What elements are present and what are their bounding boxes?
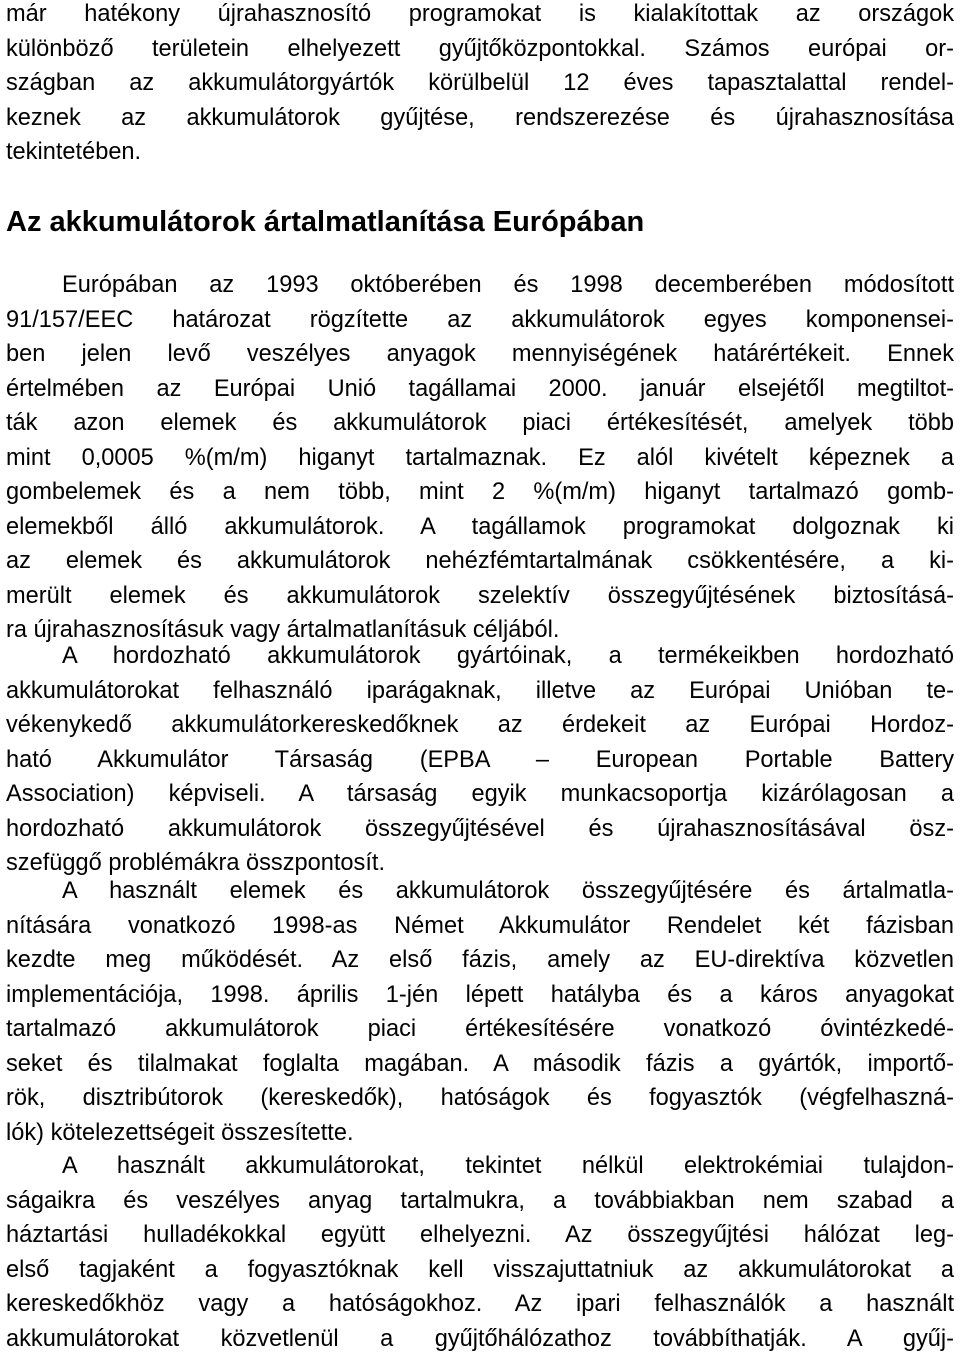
text-line: ták azon elemek és akkumulátorok piaci értékesítését, amelyek több (6, 406, 954, 441)
text-line: kereskedőkhöz vagy a hatóságokhoz. Az ipari felhasználók a használt (6, 1287, 954, 1322)
text-line: mint 0,0005 %(m/m) higanyt tartalmaznak. Ez alól kivételt képeznek a (6, 441, 954, 476)
text-line: háztartási hulladékokkal együtt elhelyezni. Az összegyűjtési hálózat leg- (6, 1218, 954, 1253)
text-line: 91/157/EEC határozat rögzítette az akkumulátorok egyes komponensei- (6, 303, 954, 338)
text-line: lók) kötelezettségeit összesítette. (6, 1116, 954, 1151)
text-line: már hatékony újrahasznosító programokat is kialakítottak az országok (6, 0, 954, 32)
paragraph-1 (6, 268, 954, 648)
paragraph-2 (6, 639, 954, 881)
text-line: ra újrahasznosításuk vagy ártalmatlanításuk céljából. (6, 613, 954, 648)
text-line: nítására vonatkozó 1998-as Német Akkumulátor Rendelet két fázisban (6, 909, 954, 944)
text-line: A használt elemek és akkumulátorok összegyűjtésére és ártalmatla- (6, 874, 954, 909)
text-line: A hordozható akkumulátorok gyártóinak, a termékeikben hordozható (6, 639, 954, 674)
text-line: szefüggő problémákra összpontosít. (6, 846, 954, 881)
paragraph-3 (6, 874, 954, 1150)
text-line: merült elemek és akkumulátorok szelektív összegyűjtésének biztosításá- (6, 579, 954, 614)
intro-paragraph (6, 0, 954, 170)
text-line: rök, disztribútorok (kereskedők), hatóságok és fogyasztók (végfelhaszná- (6, 1081, 954, 1116)
text-line: keznek az akkumulátorok gyűjtése, rendszerezése és újrahasznosítása (6, 101, 954, 136)
paragraph-4 (6, 1149, 954, 1356)
text-line: az elemek és akkumulátorok nehézfémtartalmának csökkentésére, a ki- (6, 544, 954, 579)
text-line: seket és tilalmakat foglalta magában. A második fázis a gyártók, importő- (6, 1047, 954, 1082)
text-line: első tagjaként a fogyasztóknak kell visszajuttatniuk az akkumulátorokat a (6, 1253, 954, 1288)
text-line: hordozható akkumulátorok összegyűjtésével és újrahasznosításával ösz- (6, 812, 954, 847)
text-line: szágban az akkumulátorgyártók körülbelül 12 éves tapasztalattal rendel- (6, 66, 954, 101)
text-line: kezdte meg működését. Az első fázis, amely az EU-direktíva közvetlen (6, 943, 954, 978)
text-line: implementációja, 1998. április 1-jén lépett hatályba és a káros anyagokat (6, 978, 954, 1013)
text-line: ságaikra és veszélyes anyag tartalmukra, a továbbiakban nem szabad a (6, 1184, 954, 1219)
text-line: tartalmazó akkumulátorok piaci értékesítésére vonatkozó óvintézkedé- (6, 1012, 954, 1047)
text-line: ható Akkumulátor Társaság (EPBA – European Portable Battery (6, 743, 954, 778)
text-line: Association) képviseli. A társaság egyik munkacsoportja kizárólagosan a (6, 777, 954, 812)
text-line: elemekből álló akkumulátorok. A tagállamok programokat dolgoznak ki (6, 510, 954, 545)
text-line: A használt akkumulátorokat, tekintet nélkül elektrokémiai tulajdon- (6, 1149, 954, 1184)
text-line: akkumulátorokat közvetlenül a gyűjtőhálózathoz továbbíthatják. A gyűj- (6, 1322, 954, 1356)
text-line: értelmében az Európai Unió tagállamai 2000. január elsejétől megtiltot- (6, 372, 954, 407)
text-line: Európában az 1993 októberében és 1998 decemberében módosított (6, 268, 954, 303)
text-line: vékenykedő akkumulátorkereskedőknek az érdekeit az Európai Hordoz- (6, 708, 954, 743)
text-line: tekintetében. (6, 135, 954, 170)
text-line: különböző területein elhelyezett gyűjtőközpontokkal. Számos európai or- (6, 32, 954, 67)
text-line: akkumulátorokat felhasználó iparágaknak, illetve az Európai Unióban te- (6, 674, 954, 709)
section-heading: Az akkumulátorok ártalmatlanítása Európában (6, 204, 644, 240)
text-line: ben jelen levő veszélyes anyagok mennyiségének határértékeit. Ennek (6, 337, 954, 372)
text-line: gombelemek és a nem több, mint 2 %(m/m) higanyt tartalmazó gomb- (6, 475, 954, 510)
